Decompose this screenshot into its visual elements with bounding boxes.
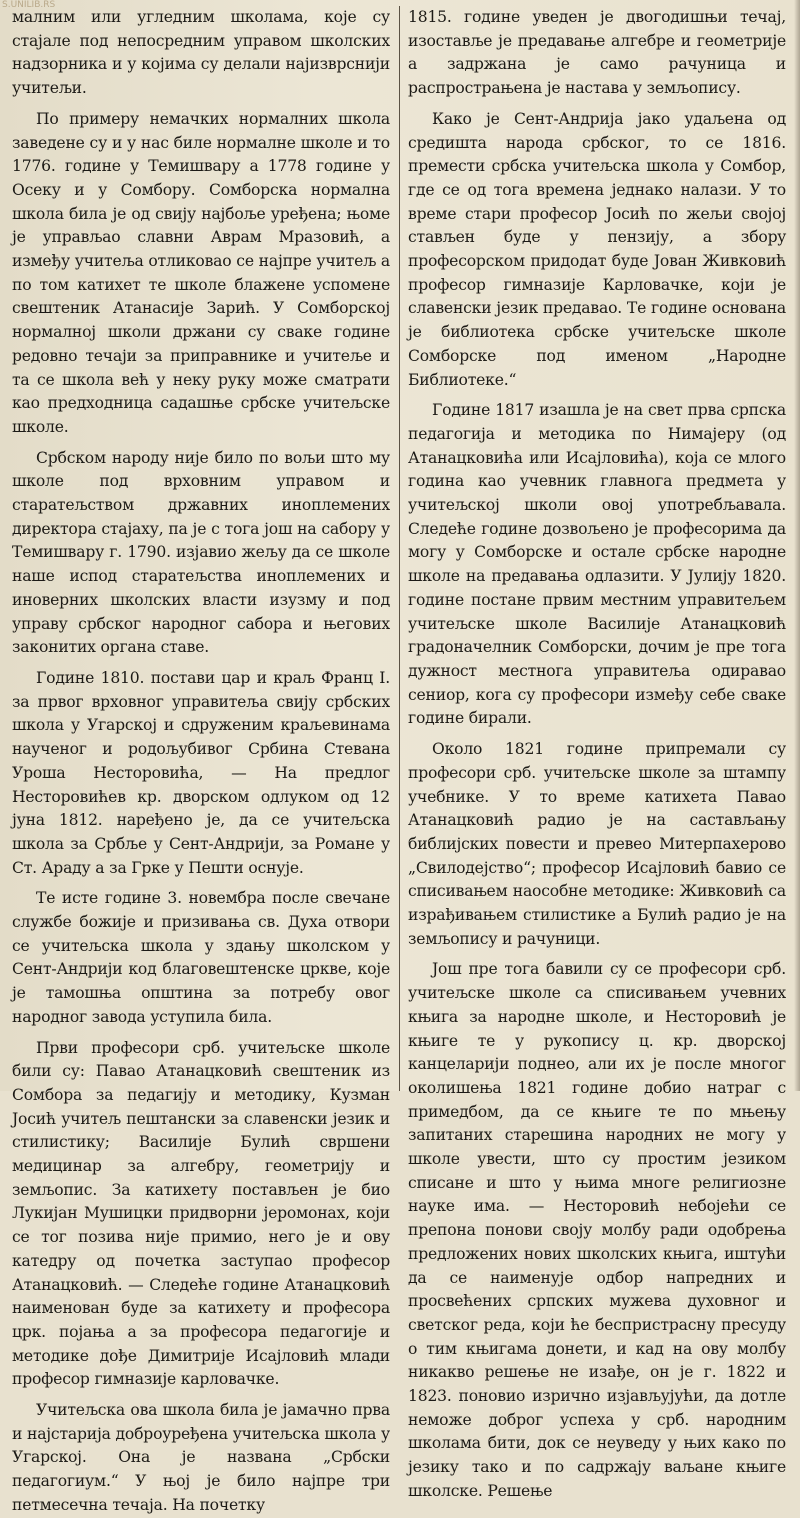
paragraph: Около 1821 године припремали су професори срб. учитељске школе за штампу учебнике. У то време катихета Павао Атанацковић радио је на састављању библијских повести и превео Митерпахерово „Свилодејство“; професор Исајловић бавио се списивањем наособне методике: Живковић са израђивањем стилистике а Булић радио је на земљопису и рачуници.	[408, 740, 786, 948]
paragraph: Србском народу није било по вољи што му школе под врховним управом и старатељством државних иноплемених директора стајаху, па је с тога још на сабору у Темишвару г. 1790. изјавио жељу да се школе наше испод старатељства иноплемених и иноверних школских власти изузму и под управу србског народног сабора и његових законитих органа ставе.	[12, 448, 390, 657]
column-divider	[399, 6, 400, 1091]
page-edge-shadow	[794, 0, 800, 1091]
paragraph: Још пре тога бавили су се професори срб. учитељске школе са списивањем учевних књига за народне школе, и Несторовић је књиге те у рукопису ц. кр. дворској канцеларији поднео, али их је после многог околишења 1821 године добио натраг с примедбом, да се књиге те по мњењу запитаних старешина народних не могу у школе увести, што су простим језиком списане и што у њима многе религиозне науке има. — Несторовић небојећи се препона понови своју молбу ради одобрења предложених нових школских књига, иштући да се наименује одбор напредних и просвећених српских мужева духовног и светског реда, који ће беспристрасну пресуду о тим књигама донети, и кад на ову молбу никакво решење не изађе, он је г. 1822 и 1823. поновио изрично изјављујући, да дотле неможе доброг успеха у срб. народним школама бити, док се неуведу у њих како по језику тако и по садржају ваљане књиге школске. Решење	[408, 960, 786, 1500]
paragraph: малним или угледним школама, које су стајале под непосредним управом школских надзорника и у којима су делали најизврснији учитељи.	[12, 8, 390, 98]
paragraph: Те исте године 3. новембра после свечане службе божије и призивања св. Духа отвори се учитељска школа у здању школском у Сент-Андрији код благовештенске цркве, које је тамошња општина за потребу овог народног завода уступила била.	[12, 889, 390, 1026]
two-column-layout	[12, 6, 786, 1514]
paragraph: Први професори срб. учитељске школе били су: Павао Атанацковић свештеник из Сомбора за педагију и методику, Кузман Јосић учитељ пештански за славенски језик и стилистику; Василије Булић свршени медицинар за алгебру, геометрију и земљопис. За катихету постављен је био Лукијан Мушицки придворни јеромонах, који се тог позива није примио, него је и ову катедру од почетка заступао професор Атанацковић. — Следеће године Атанацковић наименован буде за катихету и професора црк. појања а за професора педагогије и методике дође Димитрије Исајловић млади професор гимназије карловачке.	[12, 1038, 390, 1389]
paragraph: Учитељска ова школа била је јамачно прва и најстарија доброуређена учитељска школа у Угарској. Она је названа „Србски педагогиум.“ У њој је било најпре три петмесечна течаја. На почетку	[12, 1401, 390, 1514]
left-column	[12, 6, 390, 1514]
watermark: S.UNILIB.RS	[2, 0, 56, 10]
paragraph: Како је Сент-Андрија јако удаљена од средишта народа србског, то се 1816. премести србска учитељска школа у Сомбор, где се од тога времена једнако налази. У то време стари професор Јосић по жељи својој стављен буде у пензију, а зборy професорском придодат буде Јован Живковић професор гимназије Карловачке, који је славенски језик предавао. Те године основана је библиотека србске учитељске школе Сомборске под именом „Народне Библиотеке.“	[408, 109, 786, 389]
paragraph: 1815. године уведен је двогодишњи течај, изоставље је предавање алгебре и геометрије а задржана је само рачуница и распрострањена је настава у земљопису.	[408, 8, 786, 98]
paragraph: По примеру немачких нормалних школа заведене су и у нас биле нормалне школе и то 1776. године у Темишвару а 1778 године у Осеку и у Сомбору. Сомборска нормална школа била је од свију најбоље уређена; њоме је управљао славни Аврам Мразовић, а између учитеља отликовао се најпре учитељ а по том катихет те школе блажене успомене свештеник Атанасије Зарић. У Сомборској нормалној школи држани су сваке године редовно течаји за приправнике и учитеље и та се школа већ у неку руку може сматрати као предходница садашње србске учитељске школе.	[12, 109, 390, 436]
paragraph: Године 1817 изашла је на свет прва српска педагогија и методика по Нимајеру (од Атанацковића или Исајловића), која се млого година као учевник главнога предмета у учитељској школи овој употребљавала. Следеће године дозвољено је професорима да могу у Сомборске и остале србске народне школе на предавања одлазити. У Јулију 1820. године постане првим местним управитељем учитељске школе Василије Атанацковић градоначелник Сомборски, дочим је пре тога дужност местнога управитеља одиравао сениор, кога су професори између себе сваке године бирали.	[408, 401, 786, 728]
right-column	[408, 6, 786, 1500]
paragraph: Године 1810. постави цар и краљ Франц I. за првог врховног управитеља свију србских школа у Угарској и сдруженим краљевинама наученог и родољубивог Србина Стевана Уроша Несторовића, — На предлог Несторовићев кр. дворском одлуком од 12 јуна 1812. наређено је, да се учитељска школа за Србље у Сент-Андрији, за Романе у Ст. Араду а за Грке у Пешти оснује.	[12, 668, 390, 877]
